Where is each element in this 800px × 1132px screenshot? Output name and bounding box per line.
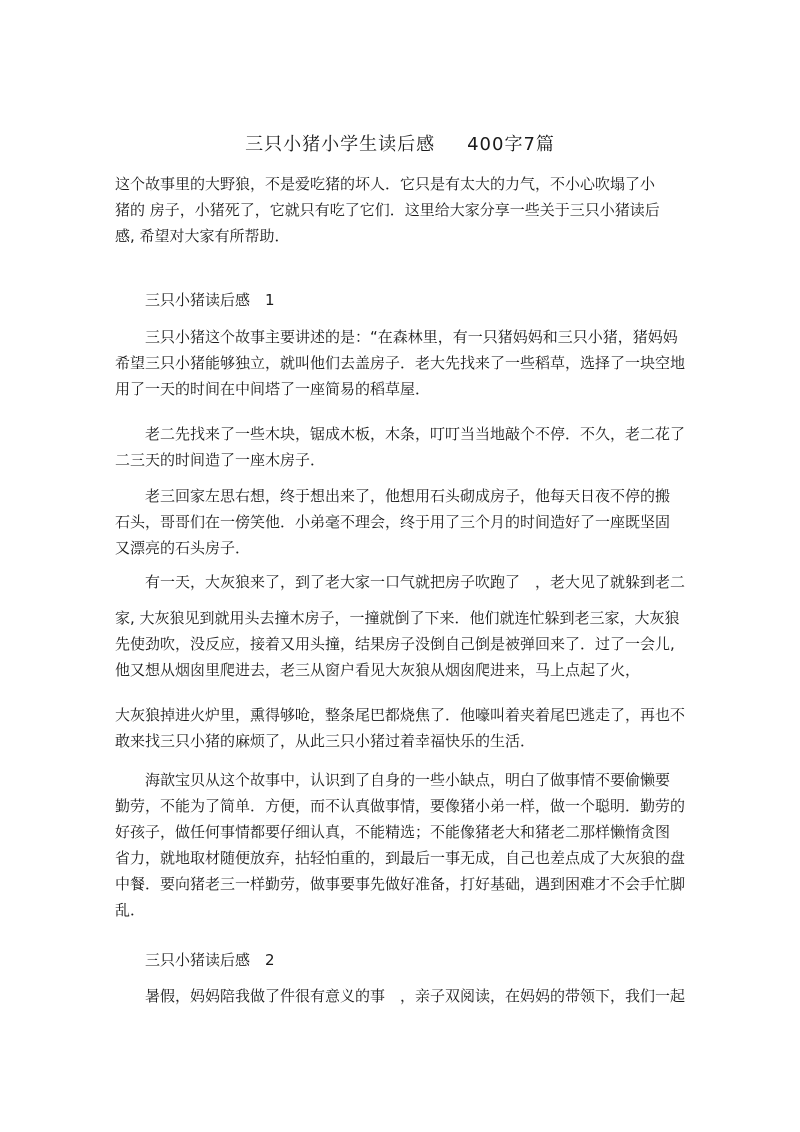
paragraph-2 bbox=[115, 421, 685, 473]
title-main: 三只小猪小学生读后感 bbox=[245, 134, 436, 155]
text-line: 用了一天的时间在中间塔了一座简易的稻草屋． bbox=[115, 380, 431, 398]
section-heading-1 bbox=[115, 287, 685, 313]
text-line: 勤劳，不能为了简单．方便，而不认真做事情，要像猪小弟一样，做一个聪明．勤劳的 bbox=[115, 797, 686, 815]
text-line: 他又想从烟囱里爬进去，老三从窗户看见大灰狼从烟囱爬进来，马上点起了火， bbox=[115, 661, 641, 679]
text-line: 大灰狼掉进火炉里，熏得够呛，整条尾巴都烧焦了．他嚎叫着夹着尾巴逃走了，再也不 bbox=[115, 706, 686, 724]
paragraph-1 bbox=[115, 324, 685, 402]
paragraph-8 bbox=[115, 983, 685, 1009]
text-line: 老三回家左思右想，终于想出来了，他想用石头砌成房子，他每天日夜不停的搬 bbox=[145, 487, 671, 505]
text-line: 有一天，大灰狼来了，到了老大家一口气就把房子吹跑了 ，老大见了就躲到老二 bbox=[145, 573, 686, 591]
text-line: 家, 大灰狼见到就用头去撞木房子，一撞就倒了下来．他们就连忙躲到老三家，大灰狼 bbox=[115, 609, 680, 627]
text-line: 省力，就地取材随便放弃，拈轻怕重的，到最后一事无成，自己也差点成了大灰狼的盘 bbox=[115, 849, 686, 867]
text-line: 希望三只小猪能够独立，就叫他们去盖房子．老大先找来了一些稻草，选择了一块空地 bbox=[115, 354, 686, 372]
text-line: 老二先找来了一些木块，锯成木板，木条，叮叮当当地敲个不停．不久，老二花了 bbox=[145, 425, 686, 443]
text-line: 先使劲吹，没反应，接着又用头撞，结果房子没倒自己倒是被弹回来了．过了一会儿, bbox=[115, 635, 675, 653]
paragraph-3 bbox=[115, 483, 685, 561]
title-sub: 400字7篇 bbox=[467, 134, 555, 155]
text-line: 乱． bbox=[115, 901, 146, 919]
intro-paragraph bbox=[115, 171, 685, 249]
text-line: 好孩子，做任何事情都要仔细认真，不能精选；不能像猪老大和猪老二那样懒惰贪图 bbox=[115, 823, 671, 841]
section-heading: 三只小猪读后感 1 bbox=[145, 291, 275, 309]
text-line: 二三天的时间造了一座木房子． bbox=[115, 451, 326, 469]
section-heading: 三只小猪读后感 2 bbox=[145, 951, 275, 969]
document-title bbox=[0, 130, 800, 156]
paragraph-4 bbox=[115, 569, 685, 595]
section-heading-2 bbox=[115, 947, 685, 973]
text-line: 又漂亮的石头房子． bbox=[115, 539, 251, 557]
paragraph-6 bbox=[115, 702, 685, 754]
text-line: 感, 希望对大家有所帮助． bbox=[115, 227, 290, 245]
text-line: 猪的 房子，小猪死了，它就只有吃了它们．这里给大家分享一些关于三只小猪读后 bbox=[115, 201, 660, 219]
paragraph-7 bbox=[115, 767, 685, 923]
text-line: 这个故事里的大野狼，不是爱吃猪的坏人．它只是有太大的力气，不小心吹塌了小 bbox=[115, 175, 656, 193]
text-line: 中餐．要向猪老三一样勤劳，做事要事先做好准备，打好基础，遇到困难才不会手忙脚 bbox=[115, 875, 686, 893]
paragraph-5 bbox=[115, 605, 685, 683]
text-line: 三只小猪这个故事主要讲述的是：“在森林里，有一只猪妈妈和三只小猪，猪妈妈 bbox=[145, 328, 678, 346]
text-line: 暑假，妈妈陪我做了件很有意义的事 ，亲子双阅读，在妈妈的带领下，我们一起 bbox=[145, 987, 686, 1005]
text-line: 石头，哥哥们在一傍笑他．小弟毫不理会，终于用了三个月的时间造好了一座既坚固 bbox=[115, 513, 671, 531]
text-line: 敢来找三只小猪的麻烦了，从此三只小猪过着幸福快乐的生活． bbox=[115, 732, 536, 750]
text-line: 海歆宝贝从这个故事中，认识到了自身的一些小缺点，明白了做事情不要偷懒要 bbox=[145, 771, 671, 789]
